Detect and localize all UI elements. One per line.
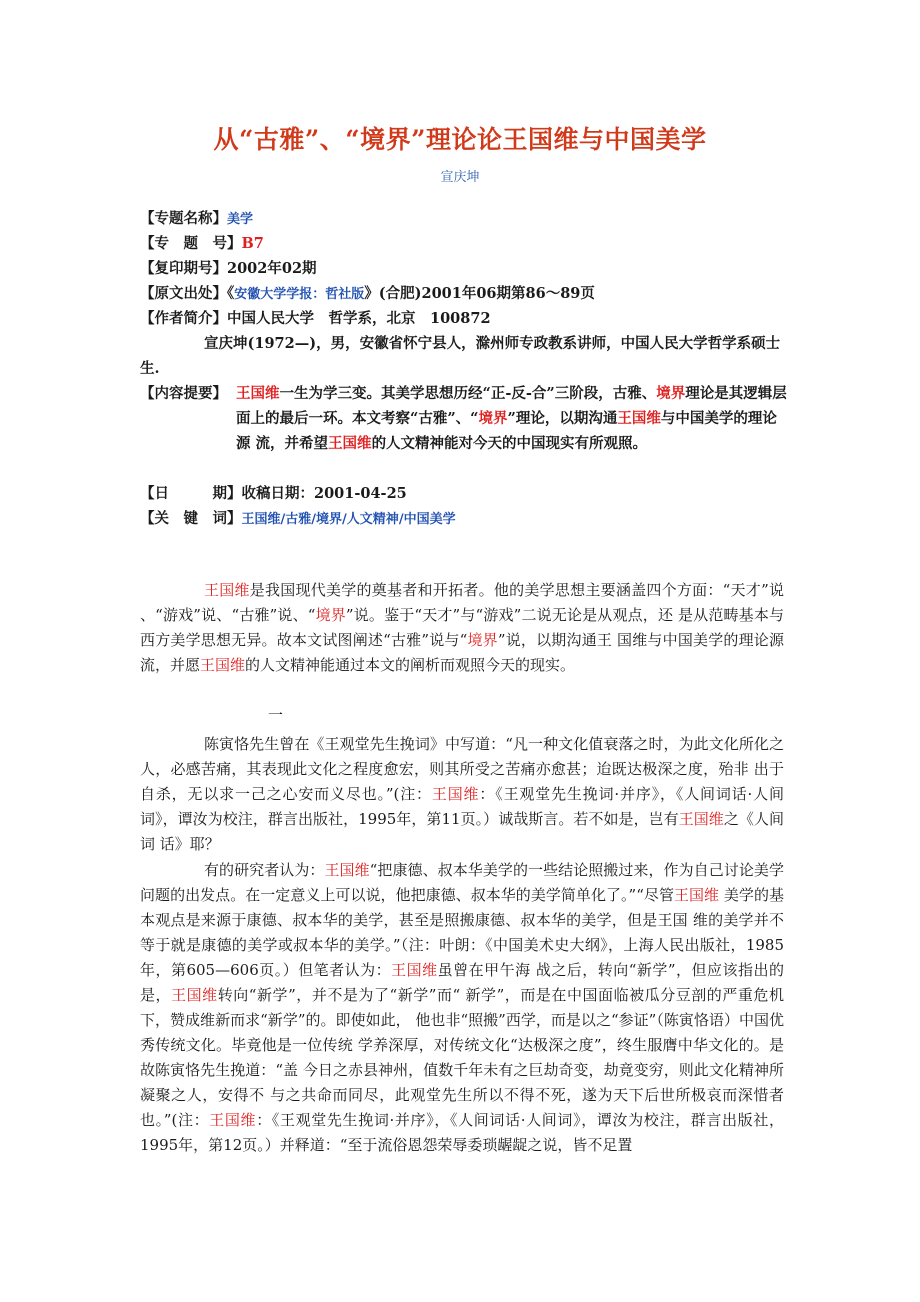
meta-source bbox=[140, 281, 790, 307]
highlight: 境界 bbox=[315, 606, 346, 624]
text-segment: ：《王观堂先生挽词·并序》，《人间词话·人间词》，谭汝为校注，群言出版社，1995年，第11页。）诚哉斯言。若不如是，岂有 bbox=[140, 785, 784, 828]
date-value: 收稿日期：2001-04-25 bbox=[241, 485, 407, 502]
meta-label: 【原文出处】 bbox=[140, 285, 227, 302]
text-segment: ”说。鉴于“天才”与“游戏”二说无论是从观点，还 是从范畴基本与西方美学思想无异。故本文试图阐述“古雅”说与“ bbox=[140, 606, 784, 649]
meta-topic bbox=[140, 206, 790, 232]
highlight: 王国维 bbox=[328, 435, 372, 452]
highlight: 王国维 bbox=[324, 861, 370, 879]
text-segment: ：《王观堂先生挽词·并序》，《人间词话·人间词》，谭汝为校注，群言出版社，1995年，第12页。）并释道：“至于流俗恩怨荣辱委琐龌龊之说，皆不足置 bbox=[140, 1111, 784, 1154]
summary-text bbox=[236, 381, 788, 456]
meta-label: 【作者简介】 bbox=[140, 310, 227, 327]
keyword-link[interactable]: 中国美学 bbox=[403, 512, 456, 527]
paragraph-2 bbox=[140, 732, 784, 857]
highlight: 王国维 bbox=[673, 886, 720, 904]
highlight: 王国维 bbox=[431, 785, 480, 803]
meta-author bbox=[140, 306, 790, 331]
highlight: 王国维 bbox=[236, 385, 280, 402]
text-segment: 之《人间词 话》耶？ bbox=[140, 810, 784, 853]
summary-segment: ”理论，以期沟通 bbox=[507, 410, 618, 427]
keyword-sep: / bbox=[311, 512, 317, 527]
meta-date bbox=[140, 481, 790, 506]
author-bio: 宣庆坤(1972—)，男，安徽省怀宁县人，滁州师专政教系讲师，中国人民大学哲学系硕士生. bbox=[140, 335, 781, 377]
highlight: 境界 bbox=[656, 385, 686, 402]
text-segment: ”说，以期沟通王 国维与中国美学的理论源流，并愿 bbox=[140, 631, 784, 674]
keyword-link[interactable]: 境界 bbox=[316, 512, 343, 527]
text-segment: 美学的基本观点是来源于康德、叔本华的美学，甚至是照搬康德、叔本华的美学，但是王国 维的美学并不等于就是康德的美学或叔本华的美学。”（注：叶朗：《中国美术史大纲》，上海人民出版社，1985年，第605—606页。）但笔者认为： bbox=[140, 886, 784, 979]
keyword-sep: / bbox=[342, 512, 347, 527]
paragraph-1 bbox=[140, 578, 784, 678]
meta-label: 【内容提要】 bbox=[140, 385, 227, 402]
highlight: 王国维 bbox=[391, 961, 438, 979]
section-number: 一 bbox=[268, 706, 284, 724]
text-segment: 的人文精神能通过本文的阐析而观照今天的现实。 bbox=[245, 656, 576, 674]
article-title: 从“古雅”、“境界”理论论王国维与中国美学 bbox=[213, 125, 707, 154]
meta-label: 【日 期】 bbox=[140, 485, 242, 502]
text-segment: 陈寅恪先生曾在《王观堂先生挽词》中写道：“凡一种文化值衰落之时，为此文化所化之 人，必感苦痛，其表现此文化之程度愈宏，则其所受之苦痛亦愈甚；迨既达极深之度，殆非 出于自杀，无以求一己之心安而义尽也。”(注： bbox=[140, 735, 784, 803]
keyword-sep: / bbox=[398, 512, 404, 527]
highlight: 境界 bbox=[467, 631, 498, 649]
highlight: 王国维 bbox=[171, 986, 218, 1004]
highlight: 王国维 bbox=[209, 1111, 257, 1129]
summary-segment: 与中国美学的理论源 流，并希望 bbox=[236, 410, 777, 452]
topic-link[interactable]: 美学 bbox=[227, 212, 254, 227]
meta-label: 【复印期号】 bbox=[140, 260, 227, 277]
author-link[interactable]: 宣庆坤 bbox=[440, 170, 480, 185]
keyword-link[interactable]: 古雅 bbox=[285, 512, 312, 527]
text-segment: 是我国现代美学的奠基者和开拓者。他的美学思想主要涵盖四个方面：“天才”说 、“游戏”说、“古雅”说、“ bbox=[140, 581, 784, 624]
summary-segment: 的人文精神能对今天的中国现实有所观照。 bbox=[371, 435, 648, 452]
summary-segment: 一生为学三变。其美学思想历经“正-反-合”三阶段，古雅、 bbox=[279, 385, 657, 402]
highlight: 王国维 bbox=[617, 410, 661, 427]
text-segment: 虽曾在甲午海 战之后，转向“新学”，但应该指出的是， bbox=[140, 961, 785, 1004]
text-segment: 转向“新学”，并不是为了“新学”而“ 新学”，而是在中国面临被瓜分豆剖的严重危机下，赞成维新而求“新学”的。即使如此， 他也非“照搬”西学，而是以之“参证”（陈寅恪语）中国优秀传统文化。毕竟他是一位传统 学养深厚，对传统文化“达极深之度”，终生服膺中华文化的。是故陈寅恪先生挽道：“盖 今日之赤县神州，值数千年未有之巨劫奇变，劫竟变穷，则此文化精神所凝聚之人，安得不 与之共命而同尽，此观堂先生所以不得不死，遂为天下后世所极哀而深惜者也。”(注： bbox=[140, 986, 784, 1129]
source-suffix: 》(合肥)2001年06期第86～89页 bbox=[364, 285, 595, 302]
highlight: 王国维 bbox=[678, 810, 724, 828]
text-segment: 有的研究者认为： bbox=[204, 861, 325, 879]
issue-value: 2002年02期 bbox=[227, 260, 317, 277]
meta-keywords bbox=[140, 506, 790, 532]
meta-label: 【专题名称】 bbox=[140, 210, 227, 227]
text-segment: “把康德、叔本华美学的一些结论照搬过来，作为自己讨论美学 问题的出发点。在一定意义上可以说，他把康德、叔本华的美学简单化了。”“尽管 bbox=[140, 861, 784, 904]
source-prefix: 《 bbox=[227, 285, 235, 302]
meta-label: 【关 键 词】 bbox=[140, 510, 242, 527]
summary-segment: 理论是其逻辑层 面上的最后一环。本文考察“古雅”、“ bbox=[236, 385, 787, 427]
meta-label: 【专 题 号】 bbox=[140, 235, 242, 252]
highlight: 王国维 bbox=[204, 581, 250, 599]
highlight: 王国维 bbox=[200, 656, 246, 674]
topic-no-value: B7 bbox=[241, 235, 264, 252]
meta-summary bbox=[140, 381, 790, 452]
meta-topic-no bbox=[140, 231, 790, 256]
source-link[interactable]: 安徽大学学报：哲社版 bbox=[234, 287, 365, 302]
paragraph-3 bbox=[140, 858, 784, 1158]
keyword-link[interactable]: 人文精神 bbox=[346, 512, 399, 527]
keyword-sep: / bbox=[280, 512, 286, 527]
meta-issue bbox=[140, 256, 790, 281]
author-affiliation: 中国人民大学 哲学系，北京 100872 bbox=[227, 310, 491, 327]
keyword-link[interactable]: 王国维 bbox=[241, 512, 281, 527]
highlight: 境界 bbox=[478, 410, 508, 427]
